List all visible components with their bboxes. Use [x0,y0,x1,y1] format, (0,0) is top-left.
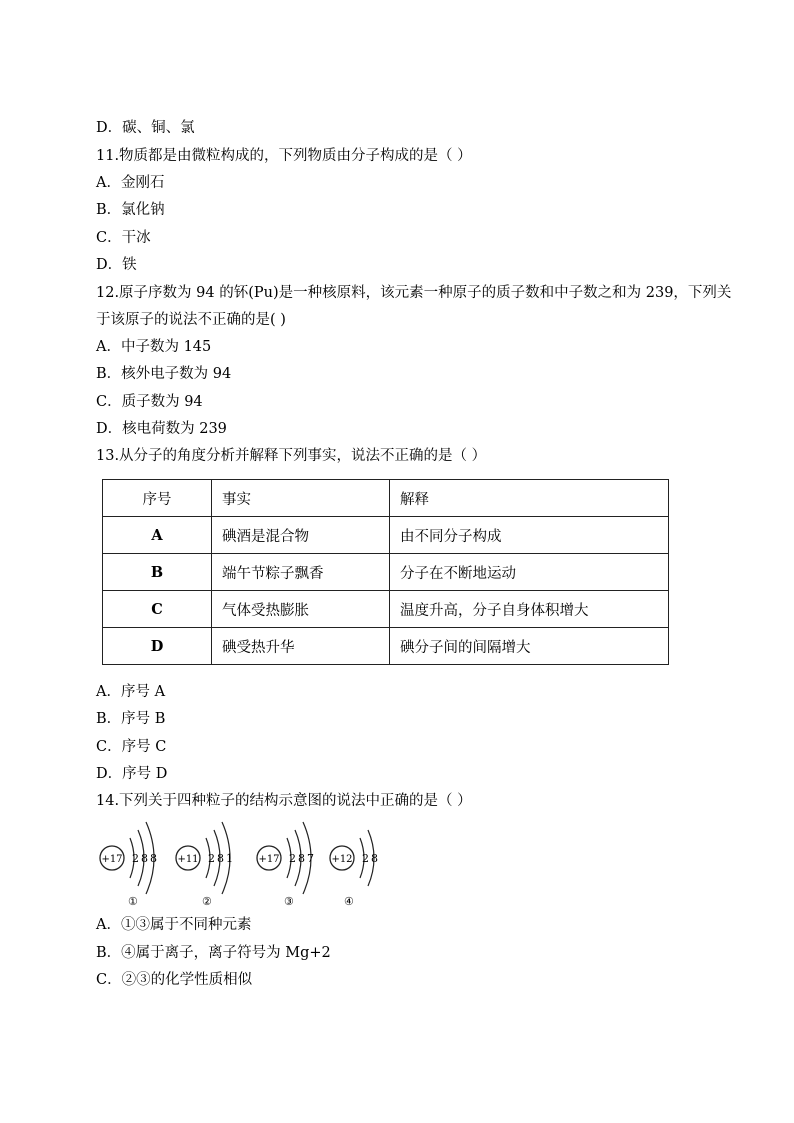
option-c-q12: C．质子数为 94 [96,394,203,410]
option-c-q11: C．干冰 [96,230,151,246]
row-explanation: 碘分子间的间隔增大 [390,628,669,665]
row-explanation: 分子在不断地运动 [390,554,669,591]
row-number: C [103,591,212,628]
option-d-q12: D．核电荷数为 239 [96,421,227,437]
option-a-q12: A．中子数为 145 [96,339,212,355]
question-11: 11.物质都是由微粒构成的，下列物质由分子构成的是（ ） [96,148,472,164]
atom-label: ② [202,895,212,908]
atom-label: ③ [284,895,294,908]
table-row [103,628,669,665]
shell-electrons: 8 [141,852,148,865]
option-b-q11: B．氯化钠 [96,202,165,218]
question-12-line2: 于该原子的说法不正确的是( ) [96,312,286,328]
shell-electrons: 2 [208,852,215,865]
option-a-q13: A．序号 A [96,684,166,700]
nucleus-charge: +12 [331,854,353,865]
atom-label: ① [128,895,138,908]
header-fact: 事实 [212,480,390,517]
question-12-line1: 12.原子序数为 94 的钚(Pu)是一种核原料，该元素一种原子的质子数和中子数之和为 239，下列关 [96,285,732,301]
option-d-q13: D．序号 D [96,766,168,782]
row-fact: 碘受热升华 [212,628,390,665]
row-explanation: 温度升高，分子自身体积增大 [390,591,669,628]
header-number: 序号 [103,480,212,517]
shell-electrons: 8 [371,852,378,865]
question-14: 14.下列关于四种粒子的结构示意图的说法中正确的是（ ） [96,793,472,809]
atom-diagram-2 [176,822,233,908]
row-fact: 端午节粽子飘香 [212,554,390,591]
table-row [103,554,669,591]
atom-label: ④ [344,895,354,908]
atom-diagram-4 [330,830,378,908]
nucleus-charge: +17 [258,854,280,865]
shell-electrons: 7 [307,852,314,865]
row-fact: 气体受热膨胀 [212,591,390,628]
shell-electrons: 8 [217,852,224,865]
option-b-q13: B．序号 B [96,711,166,727]
shell-electrons: 8 [150,852,157,865]
facts-table [102,479,669,665]
atom-diagram-3 [257,822,314,908]
table-row [103,517,669,554]
atom-structure-diagrams [92,818,392,913]
option-a-q11: A．金刚石 [96,175,165,191]
option-c-q13: C．序号 C [96,739,167,755]
option-a-q14: A．①③属于不同种元素 [96,917,252,933]
shell-electrons: 2 [362,852,369,865]
table-header-row [103,480,669,517]
option-b-q14: B．④属于离子，离子符号为 Mg+2 [96,945,331,961]
row-number: B [103,554,212,591]
row-number: D [103,628,212,665]
option-d-q10: D．碳、铜、氯 [96,120,195,136]
row-explanation: 由不同分子构成 [390,517,669,554]
table-row [103,591,669,628]
shell-electrons: 8 [298,852,305,865]
option-c-q14: C．②③的化学性质相似 [96,972,253,988]
shell-electrons: 2 [132,852,139,865]
row-fact: 碘酒是混合物 [212,517,390,554]
header-explanation: 解释 [390,480,669,517]
option-d-q11: D．铁 [96,257,137,273]
shell-electrons: 2 [289,852,296,865]
option-b-q12: B．核外电子数为 94 [96,366,232,382]
row-number: A [103,517,212,554]
nucleus-charge: +17 [101,854,123,865]
nucleus-charge: +11 [177,854,199,865]
shell-electrons: 1 [226,852,233,865]
atom-diagram-1 [100,822,157,908]
question-13: 13.从分子的角度分析并解释下列事实，说法不正确的是（ ） [96,448,487,464]
